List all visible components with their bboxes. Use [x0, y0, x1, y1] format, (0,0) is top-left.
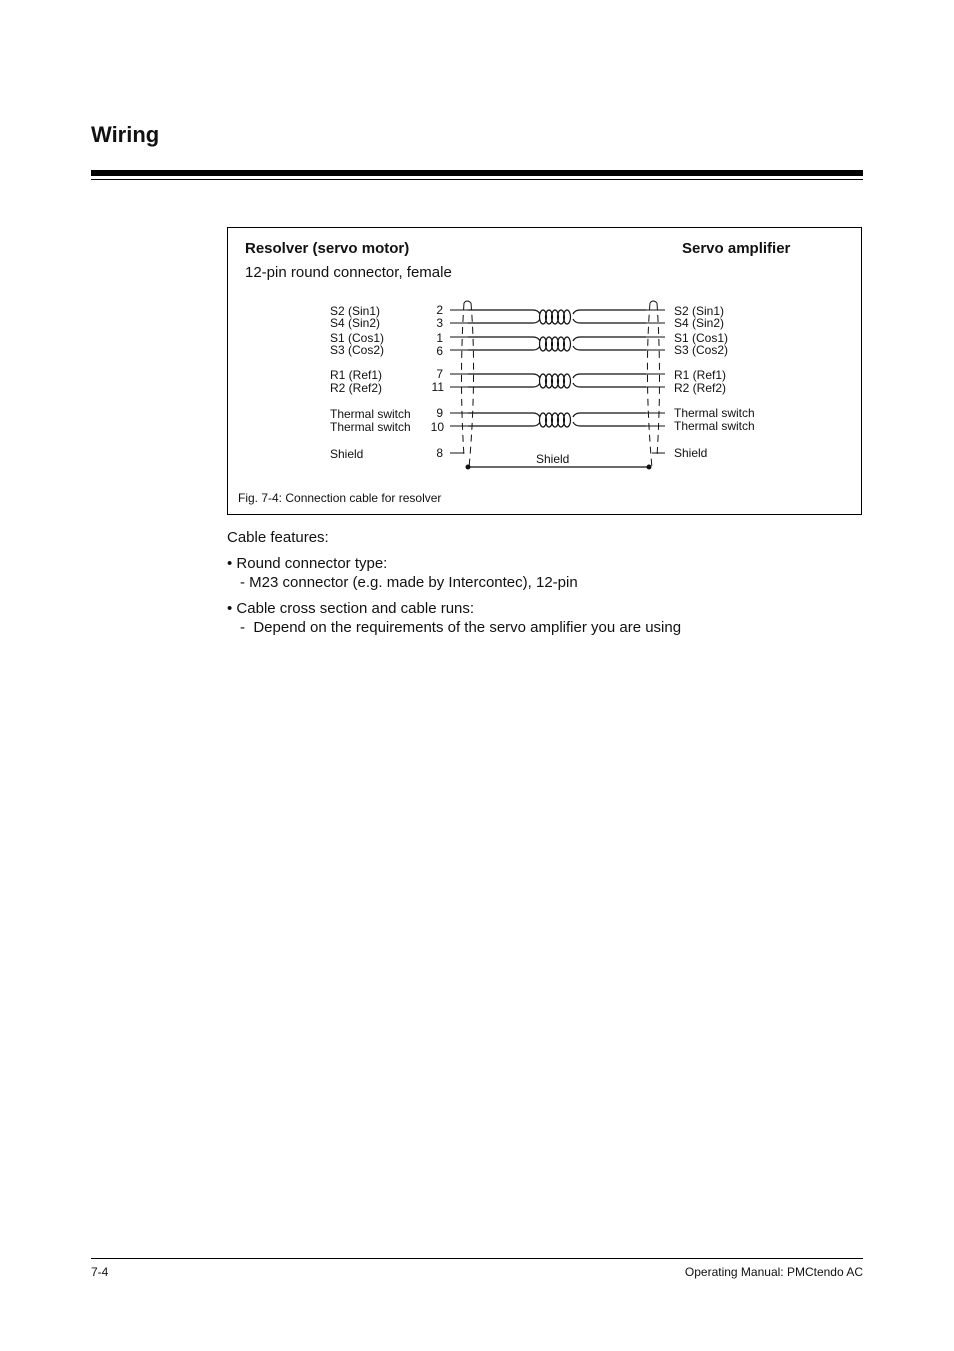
pin-1: 3 — [436, 316, 443, 330]
right-label-7: Thermal switch — [674, 419, 755, 433]
left-label-6: Thermal switch — [330, 407, 411, 421]
left-label-5: R2 (Ref2) — [330, 381, 383, 395]
pin-6: 9 — [436, 406, 443, 420]
bullet-1-detail: - M23 connector (e.g. made by Intercontec), 12-pin — [240, 574, 578, 591]
bullet-2-detail: - Depend on the requirements of the servo amplifier you are using — [240, 619, 682, 636]
right-label-5: R2 (Ref2) — [674, 381, 727, 395]
shield-node-right — [647, 465, 652, 470]
wiring-diagram — [228, 228, 863, 516]
pin-8: 8 — [436, 446, 443, 460]
right-label-8: Shield — [674, 446, 708, 460]
wiring-figure — [227, 227, 862, 515]
shield-node-left — [466, 465, 471, 470]
left-label-8: Shield — [330, 447, 364, 461]
cable-features-heading: Cable features: — [227, 529, 329, 546]
left-label-1: S4 (Sin2) — [330, 316, 381, 330]
left-label-3: S3 (Cos2) — [330, 343, 385, 357]
footer-rule — [91, 1258, 863, 1259]
resolver-heading: Resolver (servo motor) — [245, 240, 410, 257]
pin-0: 2 — [436, 303, 443, 317]
pin-2: 1 — [436, 331, 443, 345]
shield-end-right — [650, 301, 657, 303]
bullet-2-text: Cable cross section and cable runs: — [236, 600, 475, 617]
cable-shield-outline — [462, 303, 660, 468]
page-title: Wiring — [91, 122, 160, 147]
shield-center-label: Shield — [536, 452, 570, 466]
right-label-0: S2 (Sin1) — [674, 304, 725, 318]
pin-5: 11 — [431, 380, 444, 394]
pin-3: 6 — [436, 344, 443, 358]
right-label-2: S1 (Cos1) — [674, 331, 729, 345]
left-label-7: Thermal switch — [330, 420, 411, 434]
left-label-2: S1 (Cos1) — [330, 331, 385, 345]
connector-label: 12-pin round connector, female — [245, 264, 452, 281]
bullet-1-text: Round connector type: — [236, 555, 388, 572]
bullet-1: • Round connector type: — [227, 555, 388, 572]
right-label-3: S3 (Cos2) — [674, 343, 729, 357]
document-title: Operating Manual: PMCtendo AC — [684, 1265, 863, 1279]
right-label-6: Thermal switch — [674, 406, 755, 420]
pin-4: 7 — [436, 367, 443, 381]
right-label-1: S4 (Sin2) — [674, 316, 725, 330]
title-rule-thin — [91, 179, 863, 180]
title-rule-thick — [91, 170, 863, 176]
right-label-4: R1 (Ref1) — [674, 368, 727, 382]
twisted-pairs — [468, 310, 646, 427]
page-number: 7-4 — [91, 1265, 109, 1279]
left-label-4: R1 (Ref1) — [330, 368, 383, 382]
pin-7: 10 — [430, 420, 444, 434]
figure-caption: Fig. 7-4: Connection cable for resolver — [238, 491, 442, 505]
shield-end-left — [464, 301, 471, 303]
servo-amplifier-heading: Servo amplifier — [682, 240, 791, 257]
bullet-2: • Cable cross section and cable runs: — [227, 600, 475, 617]
left-label-0: S2 (Sin1) — [330, 304, 381, 318]
